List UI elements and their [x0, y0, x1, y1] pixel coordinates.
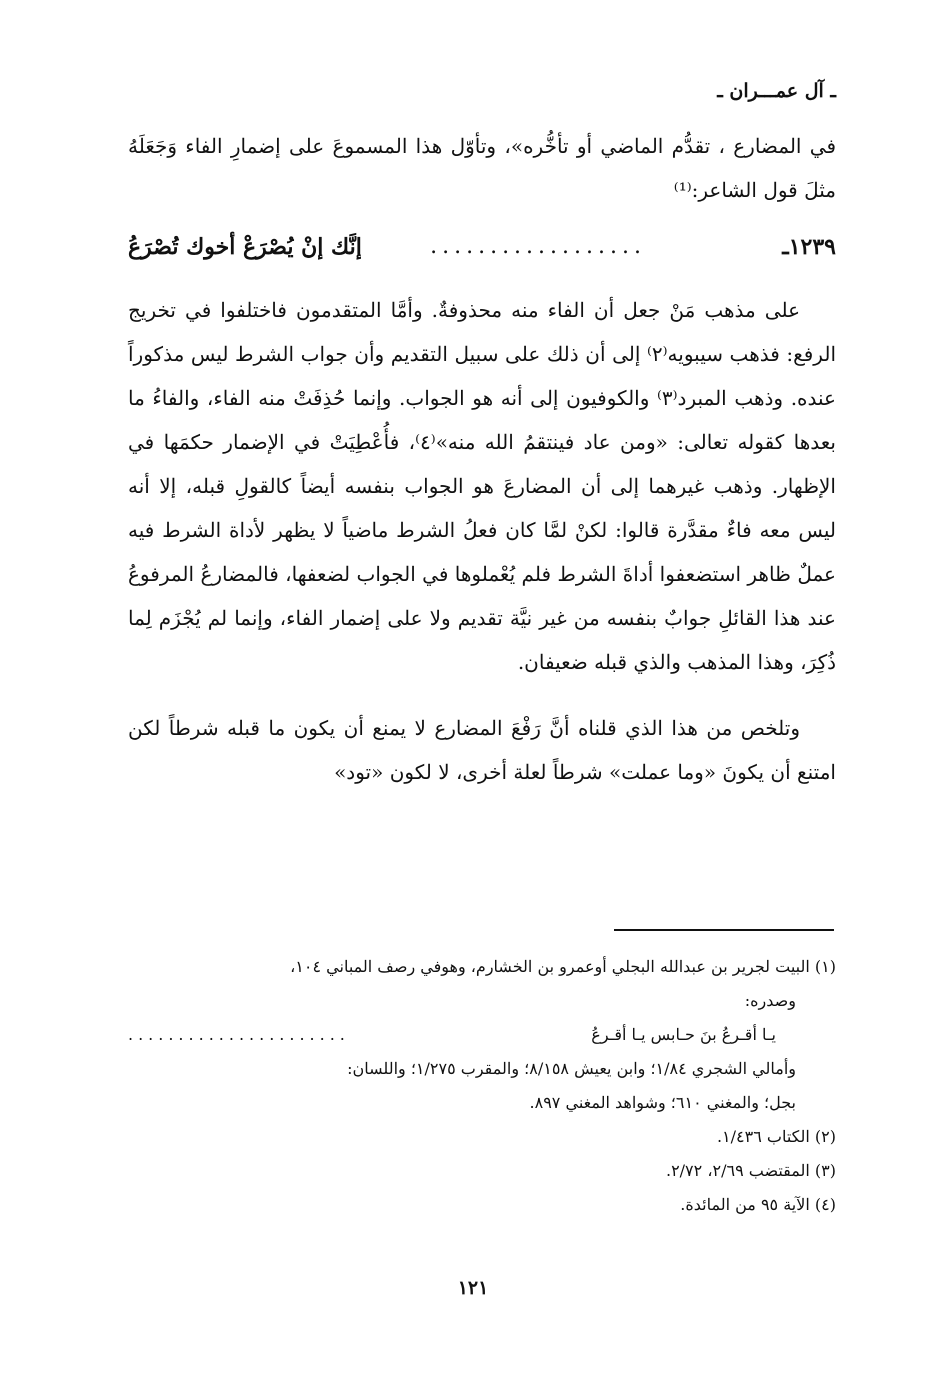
footnote-1-line-2: وصدره:: [744, 991, 796, 1010]
footnotes: [128, 950, 836, 1222]
verse-number: ١٢٣٩ـ: [782, 234, 836, 260]
footnote-4: (٤) الآية ٩٥ من المائدة.: [680, 1195, 836, 1214]
paragraph-1: في المضارع ، تقدُّم الماضي أو تأخُّره»، وتأوّل هذا المسموعَ على إضمارِ الفاء وَجَعَلَهُ مثلَ قول الشاعر:⁽¹⁾: [128, 134, 837, 202]
paragraph-2: على مذهب مَنْ جعل أن الفاء منه محذوفةٌ. وأمَّا المتقدمون فاختلفوا في تخريج الرفع: فذهب سيبويه⁽٢⁾ إلى أن ذلك على سبيل التقديم وأن جواب الشرط ليس مذكوراً عنده. وذهب المبرد⁽٣⁾ والكوفيون إلى أنه هو الجواب. وإنما حُذِفَتْ منه الفاء، والفاءُ ما بعدها كقوله تعالى: «ومن عاد فينتقمُ الله منه»⁽٤⁾، فأُعْطِيَتْ في الإضمار حكمَها في الإظهار. وذهب غيرهما إلى أن المضارعَ هو الجواب بنفسه أيضاً كالقولِ قبله، إلا أنه ليس معه فاءٌ مقدَّرة قالوا: لكنْ لمَّا كان فعلُ الشرط ماضياً لا يظهر لأداة الشرط فيه عملٌ ظاهر استضعفوا أداةَ الشرط فلم يُعْملوها في الجواب لضعفها، فالمضارعُ المرفوعُ عند هذا القائلِ جوابٌ بنفسه من غير نيَّة تقديم ولا على إضمار الفاء، وإنما لم يُجْزَم لِما ذُكِرَ، وهذا المذهب والذي قبله ضعيفان.: [128, 298, 836, 674]
footnote-verse-hemistich: يـا أقـرعُ بنَ حـابس يـا أقـرعُ: [591, 1025, 776, 1044]
footnote-2: (٢) الكتاب ١/٤٣٦.: [716, 1127, 836, 1146]
footnote-3: (٣) المقتضب ٢/٦٩، ٢/٧٢.: [665, 1161, 836, 1180]
verse-hemistich: إنَّك إنْ يُصْرَعْ أخوك تُصْرَعُ: [128, 234, 362, 260]
footnote-1: (١) البيت لجرير بن عبدالله البجلي أوعمرو بن الخشارم، وهوفي رصف المباني ١٠٤،: [290, 957, 836, 976]
verse-line: [128, 222, 836, 272]
footnote-1-line-4: وأمالي الشجري ١/٨٤؛ وابن يعيش ٨/١٥٨؛ والمقرب ١/٢٧٥؛ واللسان:: [347, 1059, 796, 1078]
page-number: ١٢١: [457, 1277, 489, 1299]
footnote-1-verse: [128, 1018, 836, 1052]
main-text: [128, 124, 836, 212]
paragraph-3: وتلخص من هذا الذي قلناه أنَّ رَفْعَ المضارع لا يمنع أن يكون ما قبله شرطاً لكن امتنع أن يكونَ «وما عملت» شرطاً لعلة أخرى، لا لكون «تود»: [128, 716, 836, 784]
footnote-1-line-5: بجل؛ والمغني ٦١٠؛ وشواهد المغني ٨٩٧.: [529, 1093, 796, 1112]
footnote-verse-ellipsis: ......................: [128, 1025, 350, 1044]
verse-ellipsis: ..................: [430, 234, 646, 259]
main-text-continued: [128, 288, 836, 794]
footnote-separator: [614, 929, 834, 931]
running-head: ـ آل عمـــران ـ: [717, 80, 836, 102]
